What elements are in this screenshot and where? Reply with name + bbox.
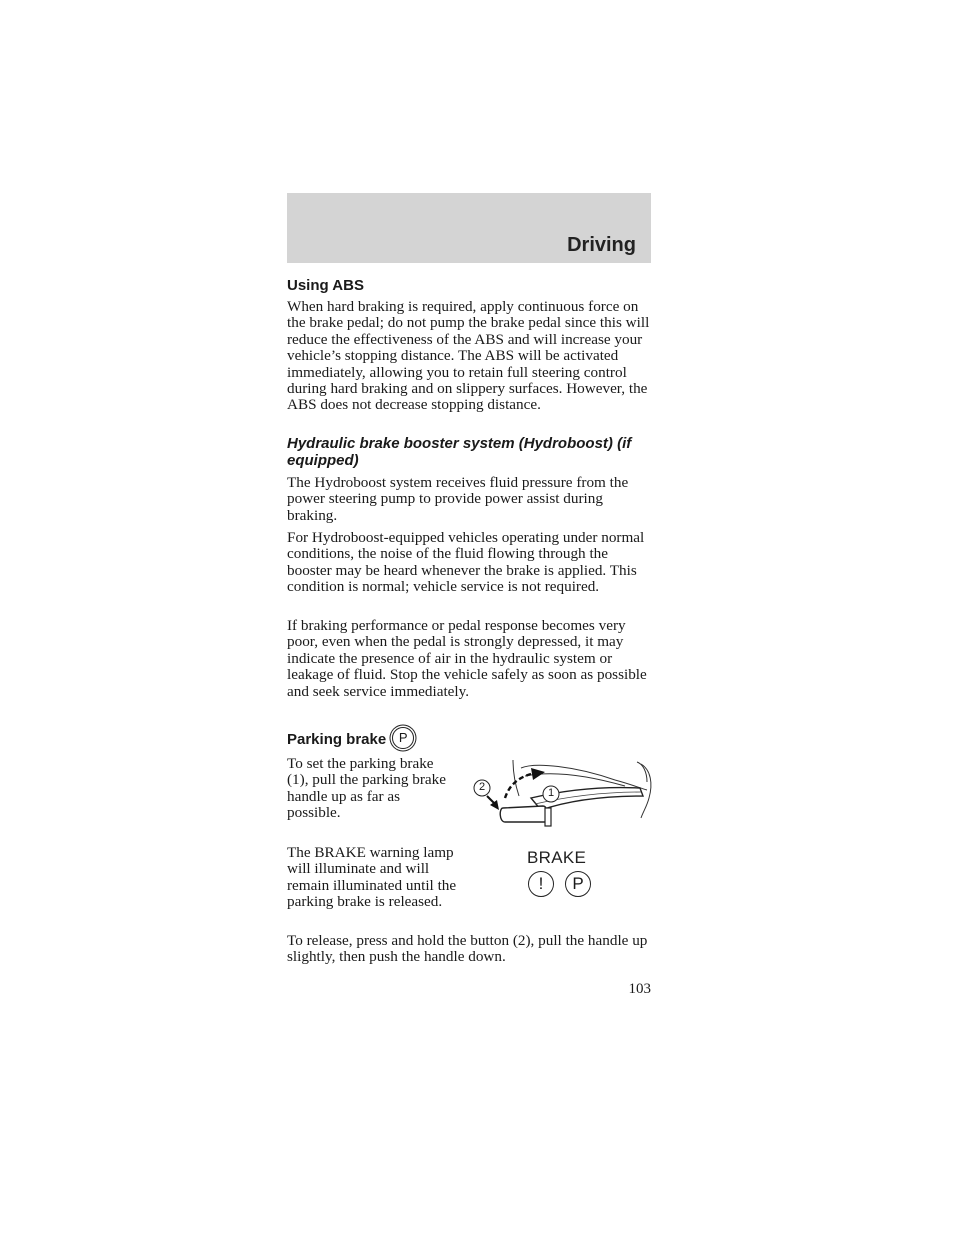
using-abs-text: When hard braking is required, apply continuous force on the brake pedal; do not pump the brake pedal since this will reduce the effectiveness of the ABS and will increase your vehicle’s stopping distance. The ABS will be activated immediately, allowing you to retain full steering control during hard braking and on slippery surfaces. However, the ABS does not decrease stopping distance.	[287, 298, 650, 414]
parking-lamp-wrap	[287, 845, 457, 911]
section-title: Driving	[567, 234, 636, 256]
parking-set-wrap	[287, 756, 447, 822]
hydroboost-paragraph-3: If braking performance or pedal response becomes very poor, even when the pedal is strongly depressed, it may indicate the presence of air in the hydraulic system or leakage of fluid. Stop the vehicle safely as soon as possible and seek service immediately.	[287, 617, 647, 700]
using-abs-heading: Using ABS	[287, 277, 364, 294]
parking-brake-warning-icon: P	[565, 871, 591, 897]
parking-brake-p-icon: P	[392, 727, 414, 749]
parking-brake-release-text: To release, press and hold the button (2), pull the handle up slightly, then push the handle down.	[287, 932, 648, 966]
parking-brake-heading	[287, 729, 651, 751]
brake-lamp-text: The BRAKE warning lamp will illuminate and will remain illuminated until the parking brake is released.	[287, 844, 457, 911]
brake-lamp-label: BRAKE	[527, 848, 587, 867]
hydroboost-section	[287, 435, 651, 469]
hydroboost-paragraph-2: For Hydroboost-equipped vehicles operating under normal conditions, the noise of the fluid flowing through the booster may be heard whenever the brake is applied. This condition is normal; vehicle service is not required.	[287, 529, 645, 596]
parking-brake-set-text: To set the parking brake (1), pull the parking brake handle up as far as possible.	[287, 755, 446, 822]
hydroboost-paragraph-1: The Hydroboost system receives fluid pressure from the power steering pump to provide power assist during braking.	[287, 474, 629, 524]
using-abs-body-wrap	[287, 299, 651, 414]
brake-warning-icon: !	[528, 871, 554, 897]
hydroboost-p1-wrap	[287, 475, 651, 524]
hydroboost-p2-wrap	[287, 530, 651, 596]
hydroboost-heading: Hydraulic brake booster system (Hydroboost) (if equipped)	[287, 435, 632, 469]
callout-2-label: 2	[478, 781, 486, 793]
page-number: 103	[628, 981, 651, 997]
hydroboost-p3-wrap	[287, 618, 651, 700]
parking-brake-handle-illustration	[465, 752, 653, 832]
parking-brake-section	[287, 729, 651, 751]
section-header-band	[287, 193, 651, 263]
parking-brake-heading-text: Parking brake	[287, 730, 387, 748]
using-abs-section	[287, 277, 651, 294]
parking-release-wrap	[287, 933, 651, 966]
callout-1-label: 1	[547, 787, 555, 799]
